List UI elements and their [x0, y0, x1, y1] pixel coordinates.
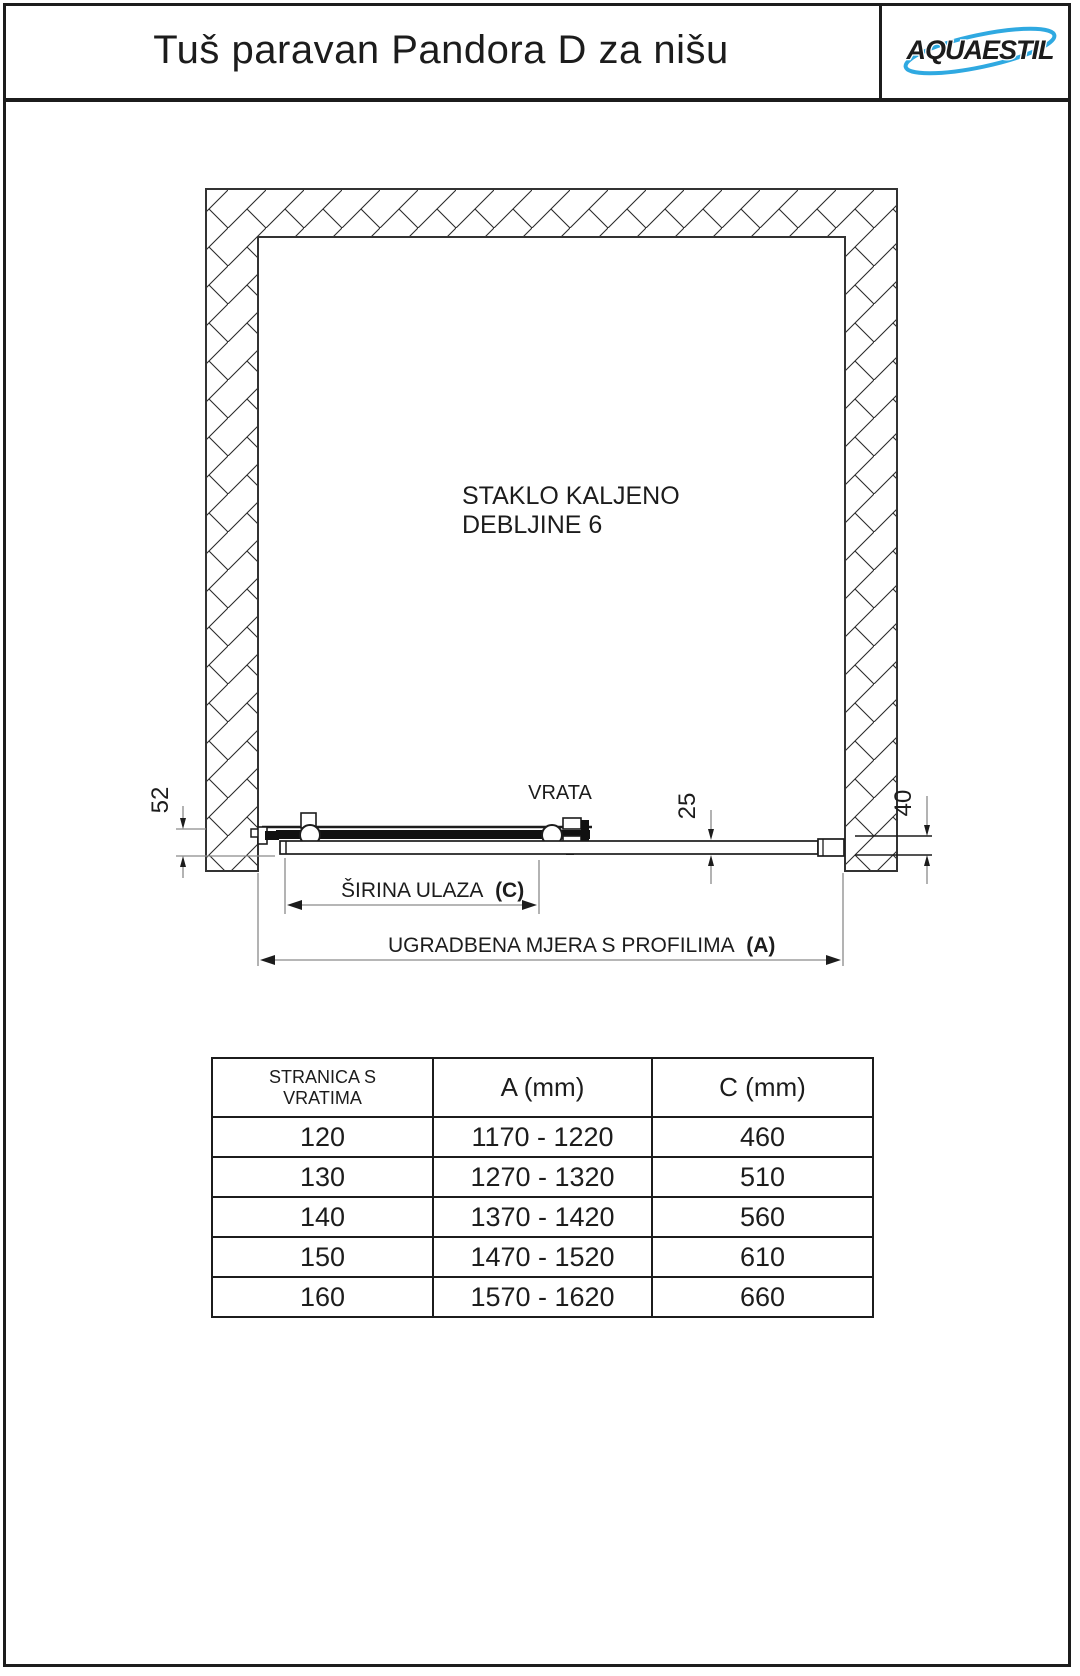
table-row — [212, 1197, 873, 1237]
table-row — [212, 1277, 873, 1317]
col-header-line1: STRANICA S — [268, 1066, 377, 1087]
cell-a-range: 1470 - 1520 — [433, 1237, 652, 1277]
dim-a-text: UGRADBENA MJERA S PROFILIMA — [388, 934, 734, 957]
dim-c-label — [341, 879, 524, 902]
cell-size: 160 — [212, 1277, 433, 1317]
dim-52-label: 52 — [147, 786, 174, 814]
glass-note-line2: DEBLJINE 6 — [462, 511, 603, 539]
table-row — [212, 1117, 873, 1157]
cell-a-range: 1170 - 1220 — [433, 1117, 652, 1157]
door-label: VRATA — [528, 782, 592, 804]
table-row — [212, 1157, 873, 1197]
cell-c-value: 610 — [652, 1237, 873, 1277]
cell-size: 130 — [212, 1157, 433, 1197]
page-title: Tuš paravan Pandora D za nišu — [153, 28, 729, 72]
dim-25 — [674, 793, 714, 884]
col-header-a: A (mm) — [433, 1058, 652, 1117]
cell-size: 140 — [212, 1197, 433, 1237]
right-wall-profile — [818, 839, 844, 856]
dim-a-key: (A) — [746, 934, 776, 957]
cell-a-range: 1570 - 1620 — [433, 1277, 652, 1317]
dim-a-label — [388, 934, 775, 957]
col-header-stranica — [212, 1058, 433, 1117]
col-header-c: C (mm) — [652, 1058, 873, 1117]
cell-c-value: 560 — [652, 1197, 873, 1237]
cell-c-value: 510 — [652, 1157, 873, 1197]
glass-note-line1: STAKLO KALJENO — [462, 482, 680, 510]
cell-a-range: 1270 - 1320 — [433, 1157, 652, 1197]
table-row — [212, 1237, 873, 1277]
dim-25-label: 25 — [674, 792, 701, 820]
dim-c-key: (C) — [495, 879, 525, 902]
logo-text: AQUAESTIL — [906, 35, 1054, 65]
dim-c — [285, 858, 539, 914]
fixed-glass-panel — [280, 839, 844, 856]
cell-size: 150 — [212, 1237, 433, 1277]
dim-40-label: 40 — [890, 789, 917, 817]
table-header-row — [212, 1058, 873, 1117]
col-header-line2: VRATIMA — [283, 1087, 362, 1108]
cell-c-value: 460 — [652, 1117, 873, 1157]
dim-c-text: ŠIRINA ULAZA — [341, 879, 483, 902]
cell-size: 120 — [212, 1117, 433, 1157]
cell-c-value: 660 — [652, 1277, 873, 1317]
cell-a-range: 1370 - 1420 — [433, 1197, 652, 1237]
size-table — [211, 1057, 874, 1318]
